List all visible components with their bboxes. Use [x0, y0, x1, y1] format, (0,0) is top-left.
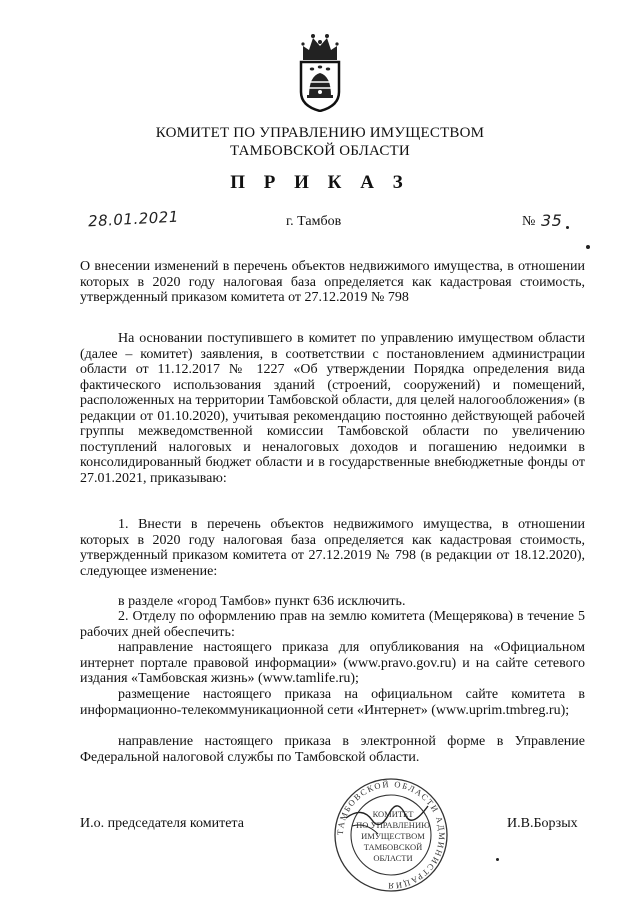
stamp-ring-text: ТАМБОВСКОЙ ОБЛАСТИ АДМИНИСТРАЦИЯ: [334, 778, 448, 892]
body-paragraph-item-1: 1. Внести в перечень объектов недвижимого имущества, в отношении которых в 2020 году налоговая база определяется как кадастровая стоимость, утвержденный приказом комитета от 27.12.2019 № 798 (в редакции от 18.12.2020), следующее изменение:: [80, 517, 585, 579]
pen-mark: [496, 858, 499, 861]
city-label: г. Тамбов: [286, 214, 342, 229]
body-paragraph-item-2-tax-service: направление настоящего приказа в электронной форме в Управление Федеральной налоговой службы по Тамбовской области.: [80, 734, 585, 765]
body-paragraph-item-2-website: размещение настоящего приказа на официальном сайте комитета в информационно-телекоммуникационной сети «Интернет» (www.uprim.tmbreg.ru);: [80, 687, 585, 718]
stamp-line: КОМИТЕТ: [372, 809, 414, 819]
pen-mark: [566, 226, 569, 229]
official-seal-stamp: [332, 776, 450, 894]
stamp-line: ОБЛАСТИ: [373, 853, 413, 863]
stamp-line: ИМУЩЕСТВОМ: [361, 831, 425, 841]
body-paragraph-item-2-publish: направление настоящего приказа для опубликования на «Официальном интернет портале правовой информации» (www.pravo.gov.ru) и на сайте сетевого издания «Тамбовская жизнь» (www.tamlife.ru);: [80, 640, 585, 686]
stamp-line: ПО УПРАВЛЕНИЮ: [356, 820, 430, 830]
order-subject: О внесении изменений в перечень объектов недвижимого имущества, в отношении которых в 2020 году налоговая база определяется как кадастровая стоимость, утвержденный приказом комитета от 27.12.2019 № 798: [80, 259, 585, 305]
stamp-line: ТАМБОВСКОЙ: [363, 842, 423, 852]
signatory-position: И.о. председателя комитета: [80, 816, 244, 831]
order-number-prefix: №: [522, 214, 536, 229]
handwritten-date: 28.01.2021: [87, 207, 180, 231]
committee-name-line1: КОМИТЕТ ПО УПРАВЛЕНИЮ ИМУЩЕСТВОМ: [155, 125, 485, 141]
body-paragraph-item-2: 2. Отделу по оформлению прав на землю комитета (Мещерякова) в течение 5 рабочих дней обеспечить:: [80, 609, 585, 640]
handwritten-order-number: 35: [541, 211, 563, 230]
body-paragraph-item-1-change: в разделе «город Тамбов» пункт 636 исключить.: [118, 594, 406, 609]
committee-name-line2: ТАМБОВСКОЙ ОБЛАСТИ: [230, 143, 410, 159]
document-type-title: П Р И К А З: [230, 172, 410, 193]
signatory-name: И.В.Борзых: [507, 816, 578, 831]
tambov-coat-of-arms-icon: [295, 26, 345, 112]
pen-mark: [586, 245, 590, 249]
body-paragraph-preamble: На основании поступившего в комитет по управлению имуществом области (далее – комитет) заявления, в соответствии с постановлением администрации области от 11.12.2017 № 1227 «Об утверждении Порядка определения вида фактического использования зданий (строений, сооружений) и помещений, расположенных на территории Тамбовской области, для целей налогообложения» (в редакции от 01.10.2020), учитывая рекомендацию постоянно действующей рабочей группы межведомственной комиссии Тамбовской области по увеличению поступлений налоговых и неналоговых доходов и погашению недоимки в консолидированный бюджет области и в государственные внебюджетные фонды от 27.01.2021, приказываю:: [80, 331, 585, 486]
